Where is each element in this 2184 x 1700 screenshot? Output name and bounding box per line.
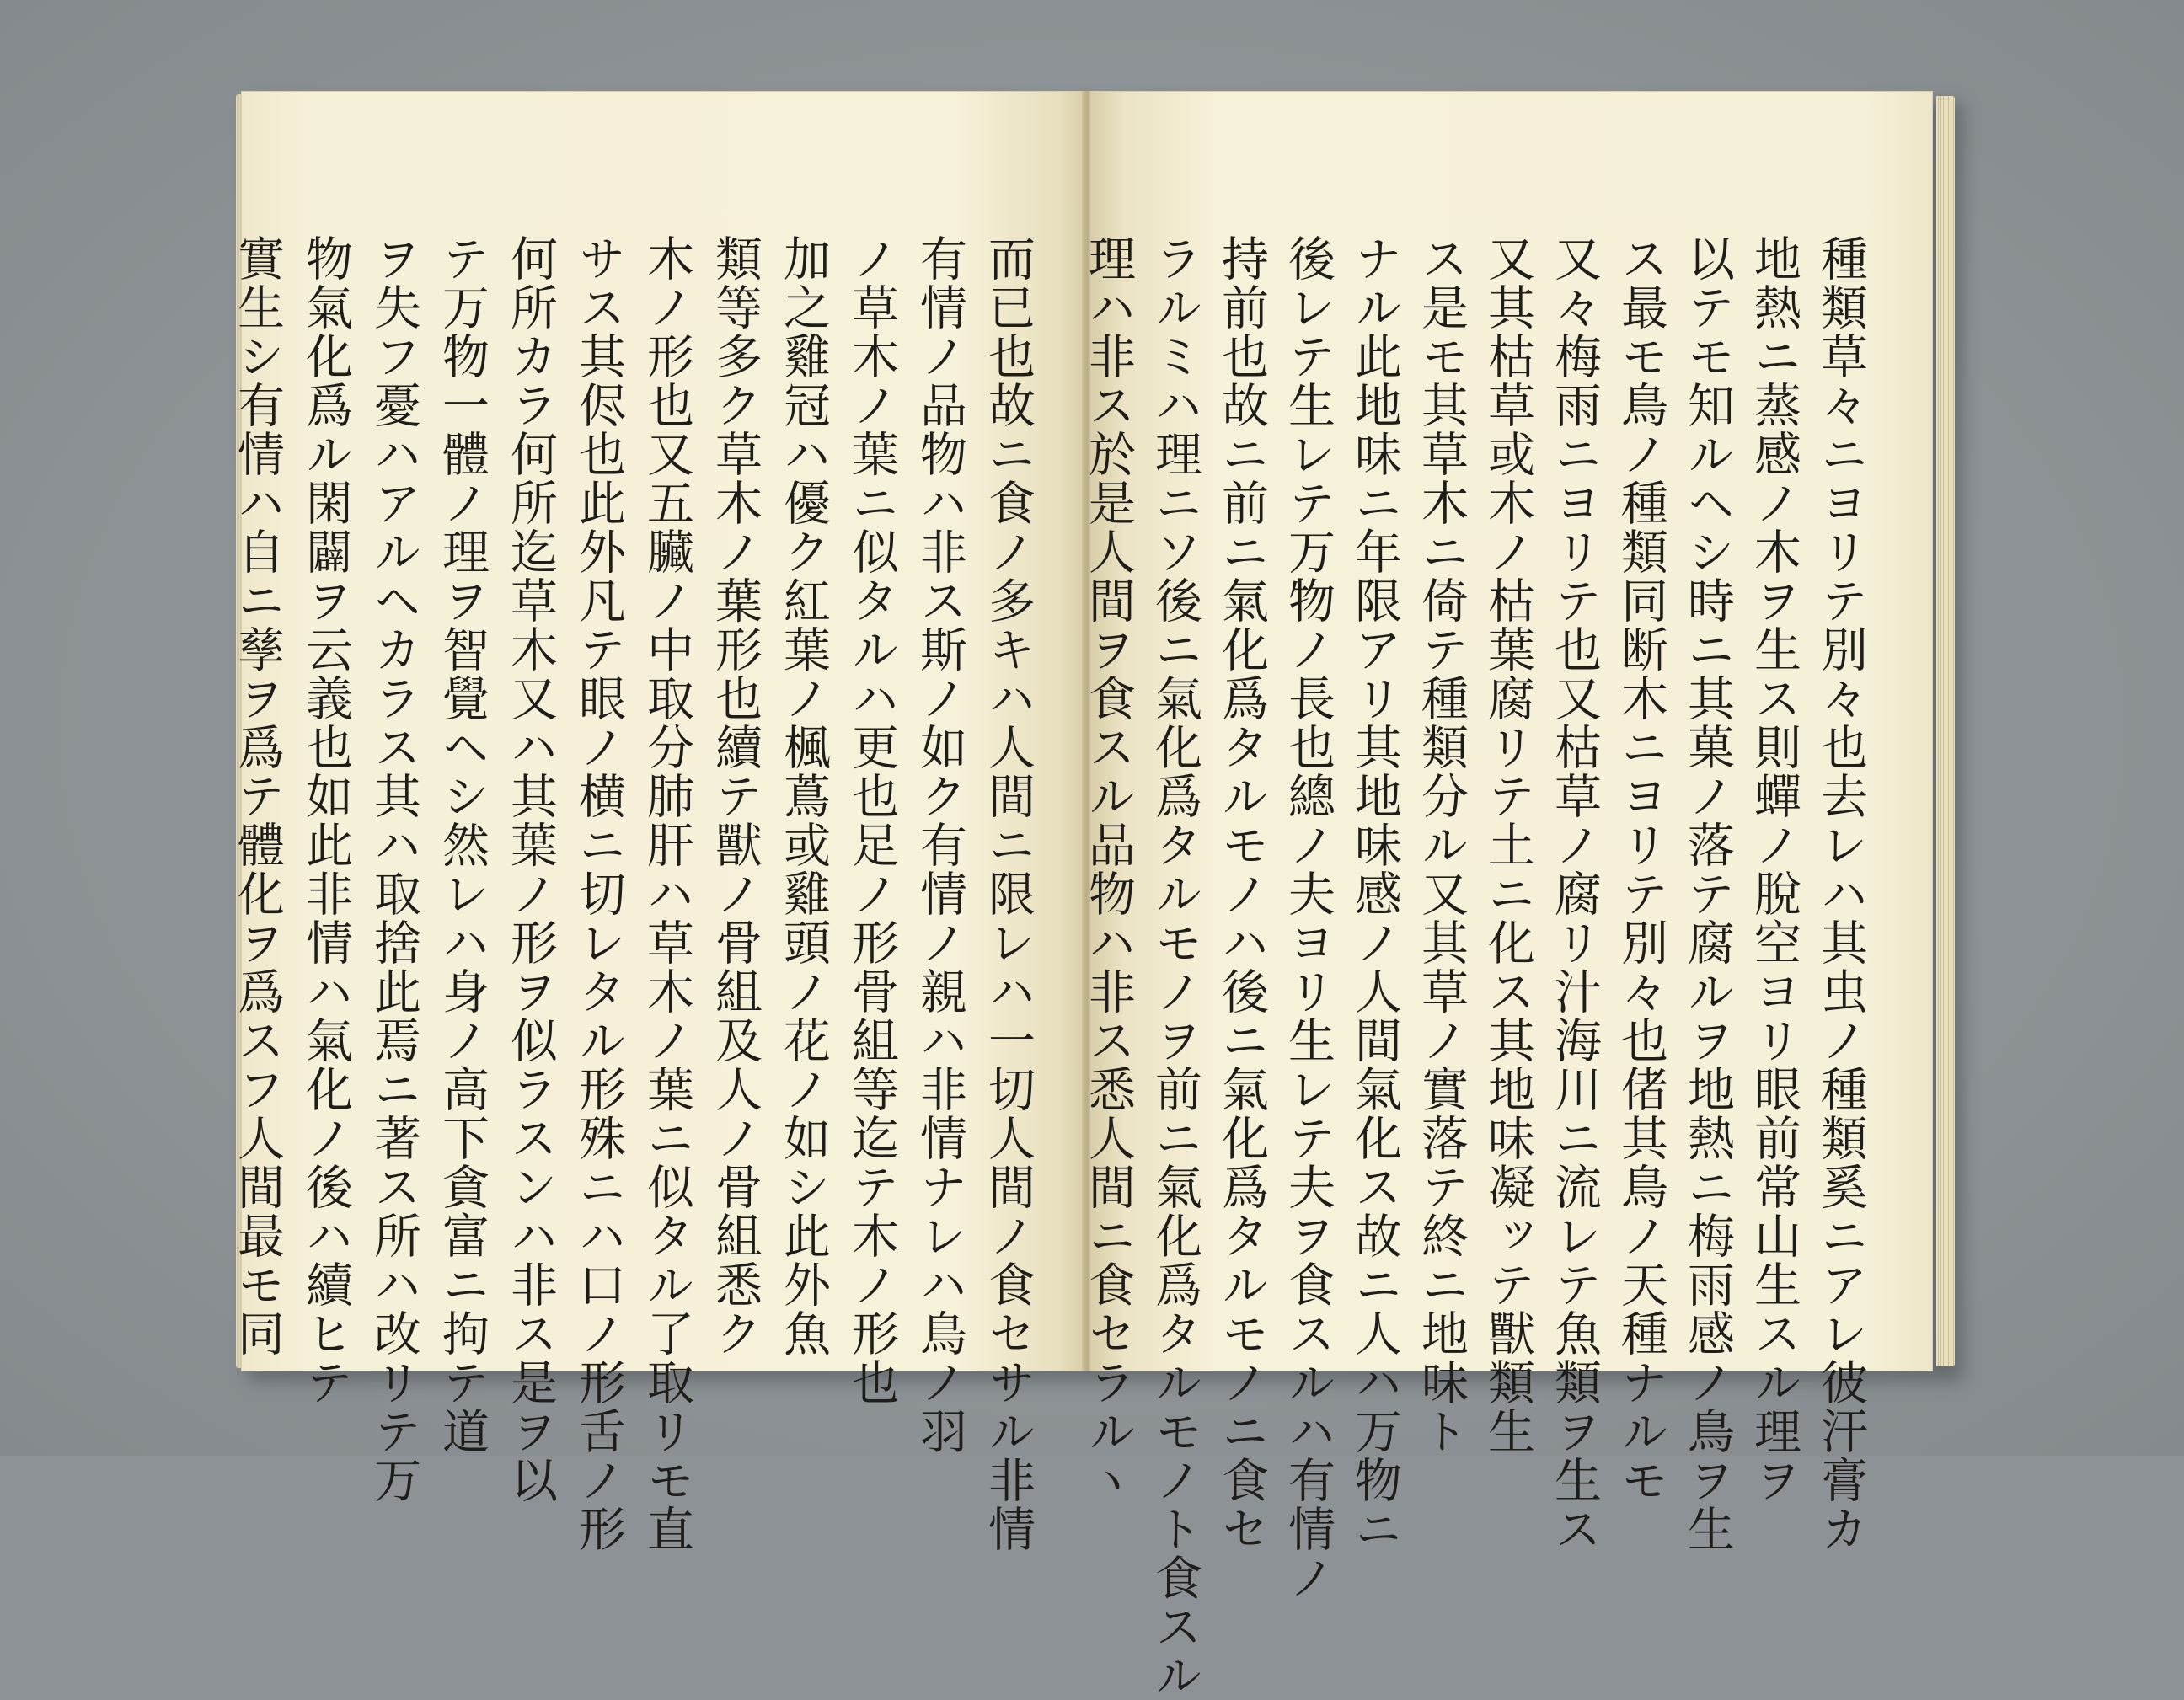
text-column: 而已也故ニ食ノ多キハ人間ニ限レハ一切人間ノ食セサル非情 (981, 234, 1036, 1553)
left-page (230, 91, 1084, 1553)
text-column: 類等多ク草木ノ葉形也續テ獸ノ骨組及人ノ骨組悉ク (708, 234, 763, 1358)
text-column: 木ノ形也又五臟ノ中取分肺肝ハ草木ノ葉ニ似タル了取リモ直 (640, 234, 694, 1553)
text-column: ス最モ鳥ノ種類同断木ニヨリテ別々也偖其鳥ノ天種ナルモ (1614, 234, 1668, 1505)
left-page-text (230, 234, 1050, 1553)
text-column: 加之雞冠ハ優ク紅葉ノ楓蔦或雞頭ノ花ノ如シ此外魚 (776, 234, 831, 1358)
text-column: 物氣化爲ル閑闢ヲ云義也如此非情ハ氣化ノ後ハ續ヒテ (298, 234, 353, 1407)
text-column: 以テモ知ルヘシ時ニ其菓ノ落テ腐ルヲ地熱ニ梅雨感ノ鳥ヲ生 (1680, 234, 1735, 1553)
text-column: ラルミハ理ニソ後ニ氣化爲タルモノヲ前ニ氣化爲タルモノト食スル (1148, 234, 1202, 1700)
text-column: ナル此地味ニ年限アリ其地味感ノ人間氣化ス故ニ人ハ万物ニ (1347, 234, 1402, 1553)
text-column: 理ハ非ス於是人間ヲ食スル品物ハ非ス悉人間ニ食セラルヽ (1081, 234, 1136, 1505)
text-column: 又其枯草或木ノ枯葉腐リテ土ニ化ス其地味凝ッテ獸類生 (1480, 234, 1535, 1456)
text-column: 地熱ニ蒸感ノ木ヲ生ス則蟬ノ脫空ヨリ眼前常山生スル理ヲ (1747, 234, 1801, 1505)
text-column: ノ草木ノ葉ニ似タルハ更也足ノ形骨組等迄テ木ノ形也 (844, 234, 899, 1407)
text-column: サス其侭也此外凡テ眼ノ横ニ切レタル形殊ニハ口ノ形舌ノ形 (571, 234, 626, 1553)
text-column: 種類草々ニヨリテ別々也去レハ其虫ノ種類奚ニアレ彼汗膏カ (1813, 234, 1868, 1553)
text-column: 後レテ生レテ万物ノ長也總ノ夫ヨリ生レテ夫ヲ食スルハ有情ノ (1281, 234, 1336, 1602)
text-column: 何所カラ何所迄草木又ハ其葉ノ形ヲ似ラスンハ非ス是ヲ以 (503, 234, 558, 1505)
text-column: 持前也故ニ前ニ氣化爲タルモノハ後ニ氣化爲タルモノニ食セ (1214, 234, 1269, 1553)
text-column: 有情ノ品物ハ非ス斯ノ如ク有情ノ親ハ非情ナレハ鳥ノ羽 (913, 234, 967, 1456)
right-page-edges (1936, 96, 1955, 1366)
right-page-text (1081, 234, 1882, 1700)
text-column: ヲ失フ憂ハアルヘカラス其ハ取捨此焉ニ著ス所ハ改リテ万 (367, 234, 421, 1505)
text-column: 又々梅雨ニヨリテ也又枯草ノ腐リ汁海川ニ流レテ魚類ヲ生ス (1547, 234, 1602, 1553)
text-column: テ万物一體ノ理ヲ智覺ヘシ然レハ身ノ高下貪富ニ拘テ道 (435, 234, 490, 1456)
open-book (230, 91, 1955, 1700)
text-column: ス是モ其草木ニ倚テ種類分ル又其草ノ實落テ終ニ地味ト (1414, 234, 1469, 1456)
right-page (1081, 91, 1933, 1700)
text-column: 實生シ有情ハ自ニ孳ヲ爲テ體化ヲ爲スフ人間最モ同 (230, 234, 285, 1358)
